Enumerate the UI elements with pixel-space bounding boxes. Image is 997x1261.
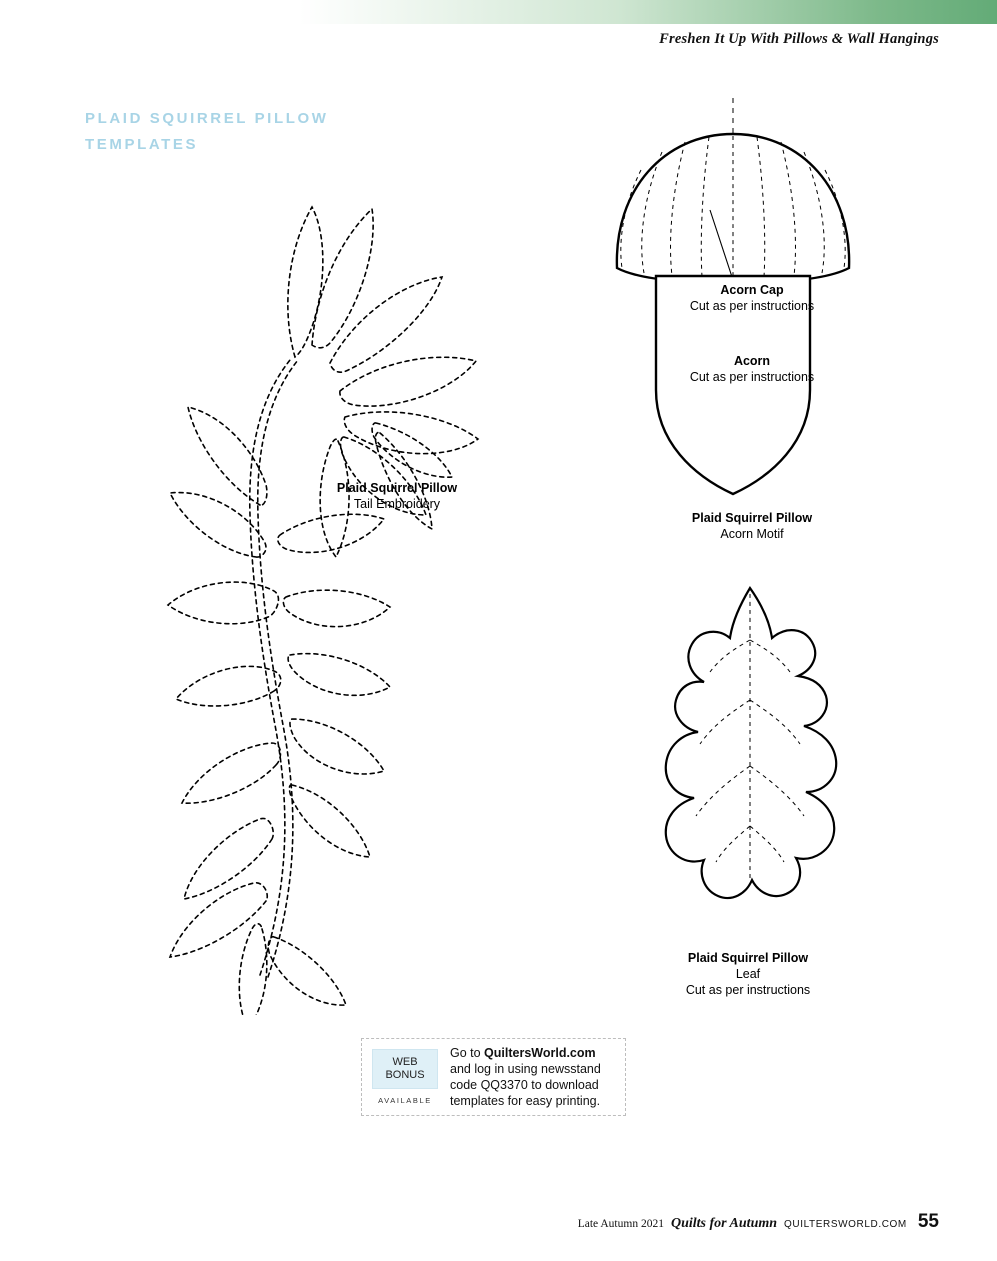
caption-leaf: [608, 950, 888, 998]
web-bonus-badge-inner: [372, 1049, 438, 1089]
caption-acorn-motif: [622, 510, 882, 542]
page-title: [85, 106, 329, 158]
acorn-cap-note: Cut as per instructions: [689, 299, 815, 313]
web-bonus-box: [361, 1038, 626, 1116]
leaf-outline: [666, 588, 836, 898]
web-bonus-availability: AVAILABLE: [378, 1096, 432, 1105]
caption-tail-line-2: Tail Embroidery: [353, 497, 441, 511]
running-head: Freshen It Up With Pillows & Wall Hangings: [659, 31, 939, 47]
tail-embroidery-drawing: [140, 185, 520, 1015]
web-bonus-badge-line-1: WEB: [392, 1056, 418, 1068]
web-bonus-text-line-3: code QQ3370 to download: [450, 1078, 599, 1092]
acorn-body-label: Acorn: [733, 354, 771, 368]
web-bonus-text-line-1: [450, 1045, 615, 1061]
web-bonus-badge: [372, 1049, 438, 1105]
caption-leaf-line-2: Leaf: [735, 967, 761, 981]
footer-issue: Late Autumn 2021: [577, 1218, 664, 1230]
caption-acorn-cap: [622, 282, 882, 314]
caption-acorn-line-2: Acorn Motif: [720, 527, 784, 541]
caption-acorn-body: [622, 353, 882, 385]
figure-leaf: [640, 580, 860, 935]
page-title-line-2: TEMPLATES: [85, 136, 199, 153]
caption-acorn-line-1: Plaid Squirrel Pillow: [691, 511, 813, 525]
page-title-line-1: PLAID SQUIRREL PILLOW: [85, 110, 329, 127]
web-bonus-goto-label: Go to: [450, 1046, 485, 1060]
acorn-body-note: Cut as per instructions: [689, 370, 815, 384]
caption-leaf-line-1: Plaid Squirrel Pillow: [687, 951, 809, 965]
footer-page-number: 55: [917, 1211, 939, 1232]
web-bonus-badge-line-2: BONUS: [385, 1069, 425, 1081]
web-bonus-text-line-4: templates for easy printing.: [450, 1094, 601, 1108]
caption-tail-embroidery: [287, 480, 507, 512]
acorn-cap-label: Acorn Cap: [720, 283, 784, 297]
footer-magazine: Quilts for Autumn: [670, 1216, 778, 1231]
footer-website: QUILTERSWORLD.COM: [784, 1219, 907, 1230]
page-footer: [578, 1211, 939, 1233]
web-bonus-text: [438, 1045, 615, 1109]
caption-tail-line-1: Plaid Squirrel Pillow: [336, 481, 458, 495]
web-bonus-site-link[interactable]: QuiltersWorld.com: [484, 1046, 596, 1060]
leaf-drawing: [640, 580, 860, 930]
header-gradient-bar: [0, 0, 997, 24]
figure-tail-embroidery: [140, 185, 520, 1020]
web-bonus-text-line-2: and log in using newsstand: [450, 1062, 601, 1076]
caption-leaf-line-3: Cut as per instructions: [685, 983, 811, 997]
